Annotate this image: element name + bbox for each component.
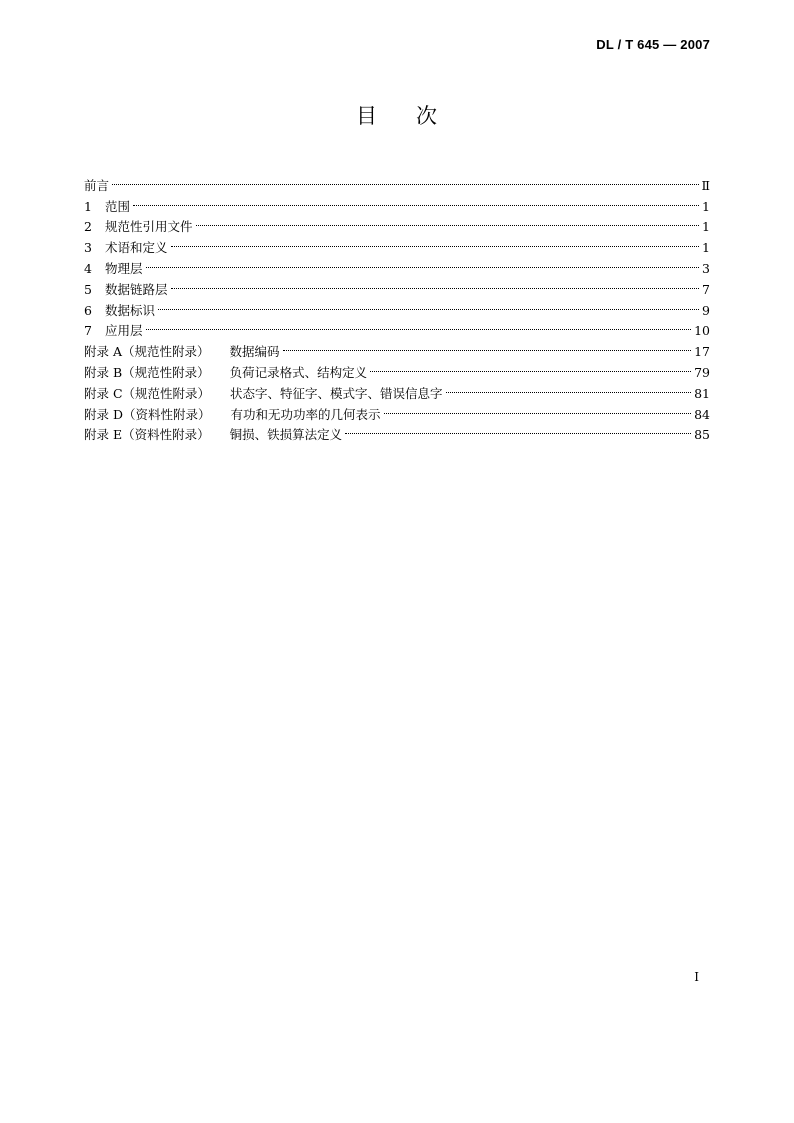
toc-entry-page: 7 bbox=[702, 281, 710, 297]
toc-entry-number: 3 bbox=[84, 240, 92, 256]
page-number: I bbox=[694, 970, 699, 984]
standard-code: DL / T 645 — 2007 bbox=[596, 37, 710, 52]
toc-entry-page: 1 bbox=[702, 198, 710, 214]
toc-entry-label: 附录 B（规范性附录） bbox=[84, 364, 210, 380]
toc-entry-page: 85 bbox=[694, 427, 710, 443]
toc-entry-subtitle: 数据编码 bbox=[229, 344, 280, 360]
toc-entry-page: 79 bbox=[694, 364, 710, 380]
dot-leader bbox=[171, 273, 699, 294]
toc-entry-label: 附录 A（规范性附录） bbox=[84, 344, 210, 360]
toc-entry-physical-layer[interactable] bbox=[84, 252, 710, 276]
toc-entry-page: 10 bbox=[694, 323, 710, 339]
toc-entry-subtitle: 负荷记录格式、结构定义 bbox=[229, 364, 368, 380]
toc-entry-subtitle: 铜损、铁损算法定义 bbox=[229, 427, 343, 443]
toc-entry-page: Ⅱ bbox=[701, 177, 710, 193]
dot-leader bbox=[146, 315, 692, 336]
toc-entry-label: 术语和定义 bbox=[105, 240, 168, 256]
toc-title bbox=[0, 100, 794, 130]
toc-entry-label: 数据标识 bbox=[105, 302, 156, 318]
toc-entry-label: 附录 E（资料性附录） bbox=[84, 427, 210, 443]
toc-entry-terms-definitions[interactable] bbox=[84, 231, 710, 256]
toc-entry-application-layer[interactable] bbox=[84, 315, 710, 339]
toc-entry-number: 5 bbox=[84, 281, 92, 297]
toc-title-right: 次 bbox=[416, 104, 438, 128]
dot-leader bbox=[196, 211, 699, 232]
dot-leader bbox=[446, 377, 692, 398]
toc-entry-label: 附录 C（规范性附录） bbox=[84, 385, 211, 401]
toc-entry-appendix-a[interactable] bbox=[84, 335, 710, 360]
dot-leader bbox=[384, 398, 692, 419]
toc-entry-page: 1 bbox=[702, 240, 710, 256]
toc-entry-label: 范围 bbox=[105, 198, 131, 214]
toc-entry-number: 7 bbox=[84, 323, 92, 339]
toc-entry-data-identifier[interactable] bbox=[84, 294, 710, 318]
toc-entry-page: 84 bbox=[694, 406, 710, 422]
dot-leader bbox=[283, 335, 692, 356]
toc-entry-label: 应用层 bbox=[105, 323, 143, 339]
table-of-contents bbox=[84, 169, 710, 443]
toc-entry-number: 1 bbox=[84, 198, 92, 214]
toc-entry-label: 附录 D（资料性附录） bbox=[84, 406, 211, 422]
toc-entry-page: 3 bbox=[702, 260, 710, 276]
toc-entry-page: 17 bbox=[694, 344, 710, 360]
toc-entry-number: 6 bbox=[84, 302, 92, 318]
toc-entry-page: 1 bbox=[702, 219, 710, 235]
toc-entry-page: 9 bbox=[702, 302, 710, 318]
toc-entry-data-link-layer[interactable] bbox=[84, 273, 710, 297]
toc-entry-subtitle: 状态字、特征字、模式字、错误信息字 bbox=[230, 385, 443, 401]
toc-entry-normative-references[interactable] bbox=[84, 211, 710, 235]
dot-leader bbox=[146, 252, 699, 273]
toc-entry-foreword[interactable] bbox=[84, 169, 710, 193]
dot-leader bbox=[112, 169, 698, 190]
toc-entry-page: 81 bbox=[694, 385, 710, 401]
toc-entry-label: 物理层 bbox=[105, 260, 143, 276]
toc-entry-scope[interactable] bbox=[84, 190, 710, 214]
dot-leader bbox=[345, 419, 691, 440]
toc-entry-number: 4 bbox=[84, 260, 92, 276]
toc-entry-subtitle: 有功和无功功率的几何表示 bbox=[230, 406, 381, 422]
dot-leader bbox=[171, 231, 699, 252]
dot-leader bbox=[158, 294, 699, 315]
toc-entry-label: 规范性引用文件 bbox=[105, 219, 193, 235]
dot-leader bbox=[370, 356, 691, 377]
toc-entry-number: 2 bbox=[84, 219, 92, 235]
toc-title-left: 目 bbox=[356, 104, 378, 128]
toc-entry-label: 数据链路层 bbox=[105, 281, 168, 297]
toc-entry-label: 前言 bbox=[84, 177, 110, 193]
dot-leader bbox=[133, 190, 699, 211]
